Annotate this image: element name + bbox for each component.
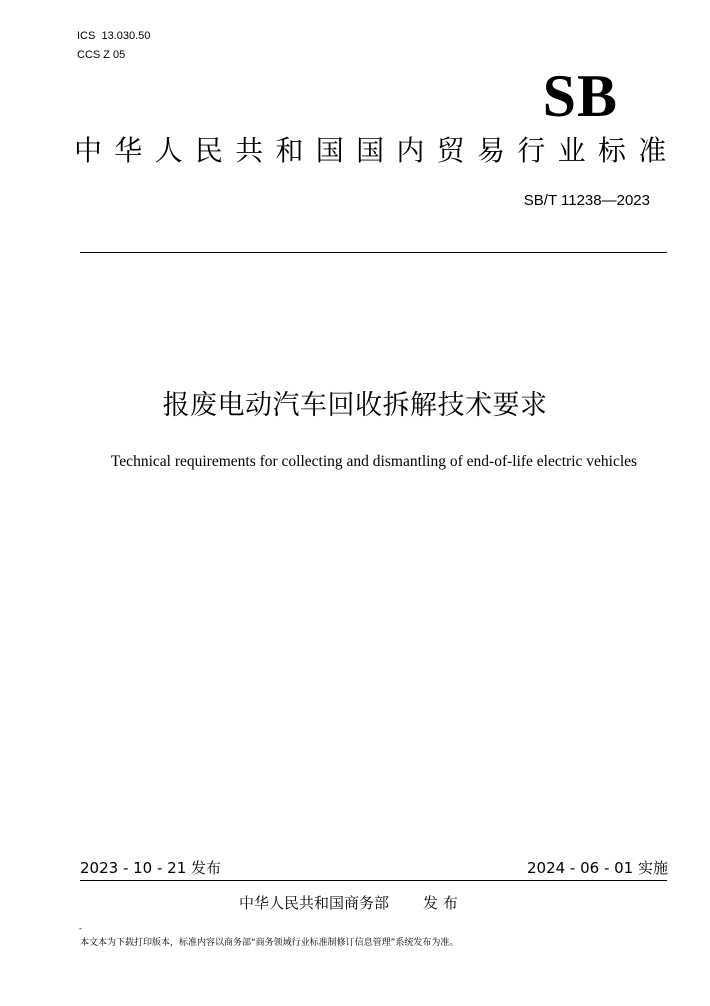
bottom-divider (80, 880, 667, 881)
sb-logo: SB (542, 63, 618, 129)
publisher-name: 中华人民共和国商务部 (239, 894, 390, 912)
standard-code: SB/T 11238—2023 (523, 192, 650, 209)
document-title-english: Technical requirements for collecting and dismantling of end-of-life electric vehicles (110, 453, 638, 470)
footnote: 本文本为下载打印版本，标准内容以商务部“商务领域行业标准制修订信息管理”系统发布为准。 (80, 938, 459, 948)
issue-date: 2023 - 10 - 21 发布 (80, 859, 222, 877)
publisher-line (239, 893, 458, 913)
footnote-mark: - (79, 924, 82, 933)
document-title-chinese: 报废电动汽车回收拆解技术要求 (162, 390, 548, 421)
top-divider (80, 252, 667, 253)
ccs-code: CCS Z 05 (77, 49, 126, 61)
ics-code: ICS 13.030.50 (77, 30, 151, 42)
standard-category: 中华人民共和国国内贸易行业标准 (74, 134, 679, 167)
implementation-date: 2024 - 06 - 01 实施 (526, 859, 668, 877)
publisher-action: 发 布 (423, 894, 458, 912)
